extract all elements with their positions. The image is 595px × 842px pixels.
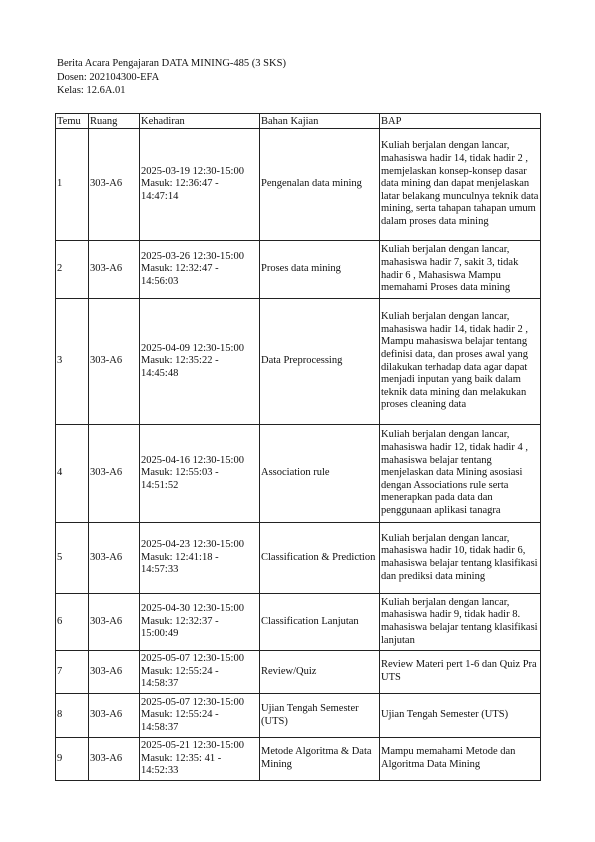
kehadiran-cell xyxy=(140,129,260,241)
table-row xyxy=(56,694,541,738)
bap-cell: Kuliah berjalan dengan lancar, mahasiswa hadir 7, sakit 3, tidak hadir 6 , Mahasiswa Mampu memahami Proses data mining xyxy=(380,241,541,299)
teaching-record-table xyxy=(55,113,541,781)
check-in-time: Masuk: 12:55:24 - xyxy=(141,709,219,721)
check-out-time: 14:56:03 xyxy=(141,275,179,287)
class-code: Kelas: 12.6A.01 xyxy=(57,85,126,96)
temu-cell: 7 xyxy=(56,651,89,694)
temu-cell: 3 xyxy=(56,299,89,425)
bap-cell: Kuliah berjalan dengan lancar, mahasiswa hadir 9, tidak hadir 8. mahasiswa belajar tentang klasifikasi lanjutan xyxy=(380,594,541,651)
ruang-cell: 303-A6 xyxy=(89,523,140,594)
table-row xyxy=(56,594,541,651)
bap-cell: Kuliah berjalan dengan lancar, mahasiswa hadir 14, tidak hadir 2 , memjelaskan konsep-konsep dasar data mining dan dapat menjelaskan latar belakang munculnya teknik data mining, serta tahapan tahapan umum dalam proses data mining xyxy=(380,129,541,241)
table-row xyxy=(56,738,541,781)
kehadiran-cell xyxy=(140,694,260,738)
kehadiran-cell xyxy=(140,299,260,425)
check-out-time: 14:58:37 xyxy=(141,678,179,690)
bap-cell: Kuliah berjalan dengan lancar, mahasiswa hadir 12, tidak hadir 4 , mahasiswa belajar tentang menjelaskan data Mining asosiasi dengan Associations rule serta menerapkan pada data dan penggunaan aplikasi tanagra xyxy=(380,425,541,523)
kehadiran-cell xyxy=(140,241,260,299)
bahan-kajian-cell: Metode Algoritma & Data Mining xyxy=(260,738,380,781)
bahan-kajian-cell: Pengenalan data mining xyxy=(260,129,380,241)
table-row xyxy=(56,241,541,299)
column-header-kehadiran: Kehadiran xyxy=(140,114,260,129)
bahan-kajian-cell: Classification & Prediction xyxy=(260,523,380,594)
document-title: Berita Acara Pengajaran DATA MINING-485 (3 SKS) xyxy=(57,58,286,69)
column-header-ruang: Ruang xyxy=(89,114,140,129)
kehadiran-cell xyxy=(140,594,260,651)
check-out-time: 14:57:33 xyxy=(141,564,179,576)
schedule-time: 2025-04-09 12:30-15:00 xyxy=(141,342,244,354)
check-in-time: Masuk: 12:55:03 - xyxy=(141,467,219,479)
column-header-bap: BAP xyxy=(380,114,541,129)
column-header-bahan-kajian: Bahan Kajian xyxy=(260,114,380,129)
schedule-time: 2025-04-16 12:30-15:00 xyxy=(141,454,244,466)
temu-cell: 2 xyxy=(56,241,89,299)
ruang-cell: 303-A6 xyxy=(89,241,140,299)
bahan-kajian-cell: Data Preprocessing xyxy=(260,299,380,425)
kehadiran-cell xyxy=(140,651,260,694)
temu-cell: 4 xyxy=(56,425,89,523)
check-in-time: Masuk: 12:55:24 - xyxy=(141,665,219,677)
bap-cell: Review Materi pert 1-6 dan Quiz Pra UTS xyxy=(380,651,541,694)
ruang-cell: 303-A6 xyxy=(89,129,140,241)
check-out-time: 14:58:37 xyxy=(141,721,179,733)
check-out-time: 14:51:52 xyxy=(141,479,179,491)
temu-cell: 1 xyxy=(56,129,89,241)
check-in-time: Masuk: 12:41:18 - xyxy=(141,551,219,563)
temu-cell: 8 xyxy=(56,694,89,738)
kehadiran-cell xyxy=(140,523,260,594)
check-in-time: Masuk: 12:36:47 - xyxy=(141,178,219,190)
bahan-kajian-cell: Review/Quiz xyxy=(260,651,380,694)
table-header-row xyxy=(56,114,541,129)
bap-cell: Kuliah berjalan dengan lancar, mahasiswa hadir 10, tidak hadir 6, mahasiswa belajar tentang klasifikasi dan prediksi data mining xyxy=(380,523,541,594)
table-row xyxy=(56,425,541,523)
temu-cell: 6 xyxy=(56,594,89,651)
check-in-time: Masuk: 12:35: 41 - xyxy=(141,752,222,764)
table-row xyxy=(56,651,541,694)
schedule-time: 2025-05-07 12:30-15:00 xyxy=(141,696,244,708)
bap-cell: Mampu memahami Metode dan Algoritma Data Mining xyxy=(380,738,541,781)
table-row xyxy=(56,299,541,425)
check-out-time: 14:52:33 xyxy=(141,765,179,777)
ruang-cell: 303-A6 xyxy=(89,594,140,651)
schedule-time: 2025-04-30 12:30-15:00 xyxy=(141,603,244,615)
document-header xyxy=(57,57,286,98)
schedule-time: 2025-04-23 12:30-15:00 xyxy=(141,539,244,551)
check-out-time: 14:47:14 xyxy=(141,190,179,202)
ruang-cell: 303-A6 xyxy=(89,694,140,738)
bap-cell: Ujian Tengah Semester (UTS) xyxy=(380,694,541,738)
schedule-time: 2025-03-19 12:30-15:00 xyxy=(141,165,244,177)
lecturer-id: Dosen: 202104300-EFA xyxy=(57,71,160,83)
bahan-kajian-cell: Association rule xyxy=(260,425,380,523)
check-out-time: 15:00:49 xyxy=(141,628,179,640)
ruang-cell: 303-A6 xyxy=(89,299,140,425)
bahan-kajian-cell: Proses data mining xyxy=(260,241,380,299)
check-out-time: 14:45:48 xyxy=(141,367,179,379)
bahan-kajian-cell: Classification Lanjutan xyxy=(260,594,380,651)
table-row xyxy=(56,129,541,241)
kehadiran-cell xyxy=(140,425,260,523)
bahan-kajian-cell: Ujian Tengah Semester (UTS) xyxy=(260,694,380,738)
bap-cell: Kuliah berjalan dengan lancar, mahasiswa hadir 14, tidak hadir 2 , Mampu mahasiswa belajar tentang definisi data, dan proses awal yang dilakukan terhadap data agar dapat menjadi inputan yang baik dalam teknik data mining dan melakukan proses cleaning data xyxy=(380,299,541,425)
column-header-temu: Temu xyxy=(56,114,89,129)
temu-cell: 5 xyxy=(56,523,89,594)
ruang-cell: 303-A6 xyxy=(89,738,140,781)
check-in-time: Masuk: 12:32:37 - xyxy=(141,615,219,627)
table-row xyxy=(56,523,541,594)
schedule-time: 2025-05-07 12:30-15:00 xyxy=(141,653,244,665)
temu-cell: 9 xyxy=(56,738,89,781)
schedule-time: 2025-03-26 12:30-15:00 xyxy=(141,250,244,262)
ruang-cell: 303-A6 xyxy=(89,425,140,523)
check-in-time: Masuk: 12:35:22 - xyxy=(141,355,219,367)
check-in-time: Masuk: 12:32:47 - xyxy=(141,263,219,275)
kehadiran-cell xyxy=(140,738,260,781)
schedule-time: 2025-05-21 12:30-15:00 xyxy=(141,740,244,752)
ruang-cell: 303-A6 xyxy=(89,651,140,694)
